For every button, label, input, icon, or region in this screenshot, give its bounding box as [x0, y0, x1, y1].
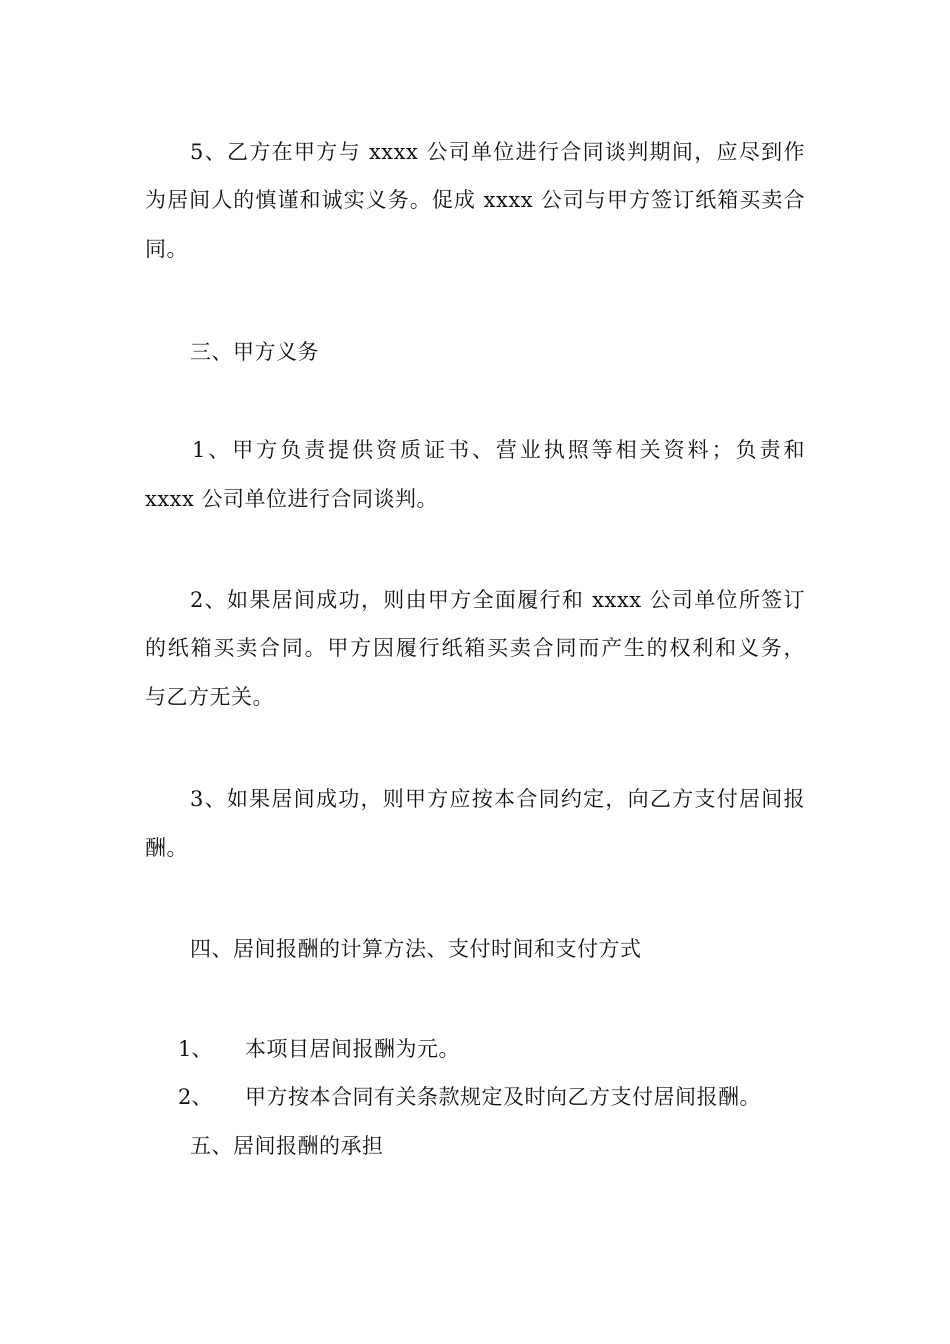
- section-3-item-2-line-2: 的纸箱买卖合同。甲方因履行纸箱买卖合同而产生的权利和义务，: [145, 636, 805, 660]
- section-4-heading: 四、居间报酬的计算方法、支付时间和支付方式: [190, 937, 642, 961]
- section-3-item-2-line-3: 与乙方无关。: [145, 685, 274, 709]
- section-4-item-1-number: 1、: [178, 1037, 213, 1061]
- section-3-item-1-line-1: 1、甲方负责提供资质证书、营业执照等相关资料；负责和: [192, 438, 805, 462]
- section-4-item-2-text: 甲方按本合同有关条款规定及时向乙方支付居间报酬。: [245, 1085, 761, 1109]
- section-3-item-3-line-2: 酬。: [145, 836, 188, 860]
- section-3-item-2-line-1: 2、如果居间成功，则由甲方全面履行和 xxxx 公司单位所签订: [190, 588, 805, 612]
- paragraph-5-line-1: 5、乙方在甲方与 xxxx 公司单位进行合同谈判期间，应尽到作: [190, 140, 805, 164]
- section-4-item-2-number: 2、: [178, 1085, 213, 1109]
- section-5-heading: 五、居间报酬的承担: [190, 1134, 384, 1158]
- section-3-item-1-line-2: xxxx 公司单位进行合同谈判。: [145, 487, 439, 511]
- section-3-heading: 三、甲方义务: [190, 340, 319, 364]
- section-4-item-1-text: 本项目居间报酬为元。: [245, 1037, 460, 1061]
- paragraph-5-line-3: 同。: [145, 237, 188, 261]
- section-3-item-3-line-1: 3、如果居间成功，则甲方应按本合同约定，向乙方支付居间报: [190, 787, 805, 811]
- paragraph-5-line-2: 为居间人的慎谨和诚实义务。促成 xxxx 公司与甲方签订纸箱买卖合: [145, 188, 805, 212]
